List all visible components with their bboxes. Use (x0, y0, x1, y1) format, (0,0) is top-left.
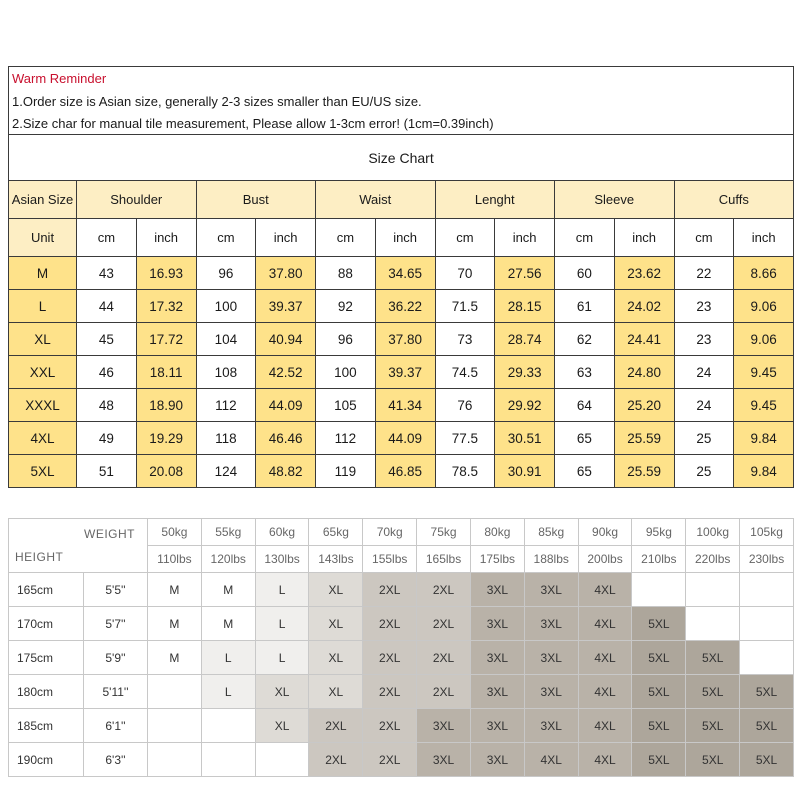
size-row (9, 323, 794, 356)
cm-value: 124 (196, 455, 256, 488)
cm-value: 118 (196, 422, 256, 455)
height-cm: 185cm (9, 709, 84, 743)
cm-value: 96 (196, 257, 256, 290)
recommended-size: 3XL (524, 573, 578, 607)
recommended-size: 4XL (578, 607, 632, 641)
size-row (9, 290, 794, 323)
size-row (9, 455, 794, 488)
recommended-size: 5XL (686, 641, 740, 675)
weight-kg: 85kg (524, 519, 578, 546)
recommended-size (686, 607, 740, 641)
height-row (9, 573, 794, 607)
inch-value: 17.32 (136, 290, 196, 323)
height-row (9, 675, 794, 709)
recommended-size: 2XL (363, 709, 417, 743)
size-chart-unit-row (9, 219, 794, 257)
inch-value: 9.45 (734, 356, 794, 389)
recommended-size: 2XL (417, 573, 471, 607)
recommended-size: M (148, 573, 202, 607)
weight-lbs: 230lbs (740, 546, 794, 573)
unit-cm: cm (674, 219, 734, 257)
unit-inch: inch (614, 219, 674, 257)
recommended-size: 5XL (632, 709, 686, 743)
weight-height-section (8, 518, 793, 790)
inch-value: 9.06 (734, 290, 794, 323)
weight-kg: 95kg (632, 519, 686, 546)
recommended-size: 5XL (632, 675, 686, 709)
cm-value: 76 (435, 389, 495, 422)
height-cm: 170cm (9, 607, 84, 641)
inch-value: 44.09 (375, 422, 435, 455)
weight-kg: 70kg (363, 519, 417, 546)
recommended-size: 5XL (686, 743, 740, 777)
cm-value: 64 (555, 389, 615, 422)
cm-value: 112 (196, 389, 256, 422)
recommended-size (740, 607, 794, 641)
cm-value: 112 (316, 422, 376, 455)
weight-height-corner (9, 519, 148, 573)
inch-value: 39.37 (256, 290, 316, 323)
inch-value: 25.59 (614, 455, 674, 488)
size-row (9, 257, 794, 290)
height-ft: 5'5'' (84, 573, 148, 607)
height-cm: 180cm (9, 675, 84, 709)
header-shoulder: Shoulder (77, 181, 197, 219)
cm-value: 48 (77, 389, 137, 422)
height-row (9, 709, 794, 743)
height-ft: 5'9'' (84, 641, 148, 675)
inch-value: 37.80 (375, 323, 435, 356)
inch-value: 48.82 (256, 455, 316, 488)
inch-value: 29.33 (495, 356, 555, 389)
recommended-size (740, 573, 794, 607)
size-cell: XXXL (9, 389, 77, 422)
recommended-size: 3XL (470, 573, 524, 607)
cm-value: 100 (316, 356, 376, 389)
cm-value: 88 (316, 257, 376, 290)
recommended-size: M (201, 607, 255, 641)
weight-kg: 75kg (417, 519, 471, 546)
size-cell: XL (9, 323, 77, 356)
cm-value: 71.5 (435, 290, 495, 323)
cm-value: 24 (674, 389, 734, 422)
recommended-size: XL (309, 675, 363, 709)
cm-value: 23 (674, 290, 734, 323)
recommended-size (148, 675, 202, 709)
inch-value: 9.84 (734, 422, 794, 455)
height-cm: 165cm (9, 573, 84, 607)
inch-value: 46.85 (375, 455, 435, 488)
recommended-size: 3XL (470, 675, 524, 709)
cm-value: 60 (555, 257, 615, 290)
size-chart-section (8, 66, 793, 494)
inch-value: 28.74 (495, 323, 555, 356)
cm-value: 104 (196, 323, 256, 356)
recommended-size: 3XL (470, 709, 524, 743)
cm-value: 46 (77, 356, 137, 389)
recommended-size (740, 641, 794, 675)
recommended-size: 2XL (417, 607, 471, 641)
inch-value: 16.93 (136, 257, 196, 290)
header-sleeve: Sleeve (555, 181, 675, 219)
cm-value: 108 (196, 356, 256, 389)
unit-inch: inch (256, 219, 316, 257)
weight-kg: 50kg (148, 519, 202, 546)
recommended-size: 3XL (470, 607, 524, 641)
cm-value: 92 (316, 290, 376, 323)
weight-lbs: 143lbs (309, 546, 363, 573)
inch-value: 36.22 (375, 290, 435, 323)
unit-cm: cm (196, 219, 256, 257)
inch-value: 34.65 (375, 257, 435, 290)
recommended-size: M (148, 607, 202, 641)
inch-value: 46.46 (256, 422, 316, 455)
unit-inch: inch (136, 219, 196, 257)
recommended-size: 2XL (309, 709, 363, 743)
unit-label: Unit (9, 219, 77, 257)
recommended-size: 3XL (524, 641, 578, 675)
recommended-size: 4XL (578, 573, 632, 607)
recommended-size (148, 709, 202, 743)
cm-value: 70 (435, 257, 495, 290)
reminder-line-1: 1.Order size is Asian size, generally 2-3 sizes smaller than EU/US size. (9, 90, 794, 112)
recommended-size: L (201, 641, 255, 675)
cm-value: 96 (316, 323, 376, 356)
unit-cm: cm (555, 219, 615, 257)
recommended-size: 5XL (632, 607, 686, 641)
inch-value: 24.41 (614, 323, 674, 356)
recommended-size: 2XL (363, 675, 417, 709)
weight-kg: 100kg (686, 519, 740, 546)
unit-inch: inch (495, 219, 555, 257)
inch-value: 44.09 (256, 389, 316, 422)
height-ft: 5'7'' (84, 607, 148, 641)
recommended-size: 3XL (470, 743, 524, 777)
cm-value: 62 (555, 323, 615, 356)
cm-value: 74.5 (435, 356, 495, 389)
recommended-size (632, 573, 686, 607)
height-ft: 6'3'' (84, 743, 148, 777)
height-label: HEIGHT (15, 550, 64, 564)
cm-value: 77.5 (435, 422, 495, 455)
height-cm: 190cm (9, 743, 84, 777)
inch-value: 40.94 (256, 323, 316, 356)
recommended-size: 2XL (309, 743, 363, 777)
recommended-size: 2XL (417, 641, 471, 675)
inch-value: 18.11 (136, 356, 196, 389)
cm-value: 43 (77, 257, 137, 290)
weight-kg: 105kg (740, 519, 794, 546)
size-chart-header-row (9, 181, 794, 219)
recommended-size (148, 743, 202, 777)
cm-value: 105 (316, 389, 376, 422)
recommended-size: 4XL (524, 743, 578, 777)
inch-value: 9.84 (734, 455, 794, 488)
recommended-size: 5XL (632, 641, 686, 675)
recommended-size: 5XL (740, 675, 794, 709)
height-cm: 175cm (9, 641, 84, 675)
inch-value: 41.34 (375, 389, 435, 422)
inch-value: 19.29 (136, 422, 196, 455)
recommended-size: L (255, 573, 309, 607)
size-row (9, 422, 794, 455)
height-ft: 6'1'' (84, 709, 148, 743)
inch-value: 9.45 (734, 389, 794, 422)
cm-value: 65 (555, 422, 615, 455)
weight-lbs: 110lbs (148, 546, 202, 573)
inch-value: 18.90 (136, 389, 196, 422)
recommended-size: 2XL (363, 743, 417, 777)
recommended-size: L (255, 607, 309, 641)
cm-value: 119 (316, 455, 376, 488)
inch-value: 23.62 (614, 257, 674, 290)
cm-value: 23 (674, 323, 734, 356)
header-lenght: Lenght (435, 181, 555, 219)
recommended-size (255, 743, 309, 777)
cm-value: 45 (77, 323, 137, 356)
cm-value: 65 (555, 455, 615, 488)
recommended-size: 2XL (363, 573, 417, 607)
size-row (9, 356, 794, 389)
recommended-size: 5XL (740, 743, 794, 777)
weight-kg: 80kg (470, 519, 524, 546)
weight-kg: 55kg (201, 519, 255, 546)
height-row (9, 607, 794, 641)
recommended-size: XL (309, 607, 363, 641)
recommended-size: 3XL (524, 675, 578, 709)
inch-value: 24.02 (614, 290, 674, 323)
cm-value: 25 (674, 455, 734, 488)
recommended-size: XL (255, 675, 309, 709)
size-cell: L (9, 290, 77, 323)
inch-value: 8.66 (734, 257, 794, 290)
header-asian-size: Asian Size (9, 181, 77, 219)
inch-value: 20.08 (136, 455, 196, 488)
recommended-size: 2XL (417, 675, 471, 709)
recommended-size: 3XL (470, 641, 524, 675)
weight-lbs: 200lbs (578, 546, 632, 573)
recommended-size: 4XL (578, 743, 632, 777)
weight-lbs: 220lbs (686, 546, 740, 573)
unit-inch: inch (734, 219, 794, 257)
recommended-size: 3XL (524, 607, 578, 641)
size-cell: M (9, 257, 77, 290)
recommended-size: M (201, 573, 255, 607)
recommended-size: XL (309, 573, 363, 607)
recommended-size (201, 743, 255, 777)
weight-lbs: 210lbs (632, 546, 686, 573)
recommended-size: 4XL (578, 641, 632, 675)
weight-kg-row (9, 519, 794, 546)
weight-lbs: 120lbs (201, 546, 255, 573)
unit-cm: cm (435, 219, 495, 257)
cm-value: 63 (555, 356, 615, 389)
size-chart-table (8, 66, 794, 488)
recommended-size: 3XL (524, 709, 578, 743)
cm-value: 100 (196, 290, 256, 323)
inch-value: 42.52 (256, 356, 316, 389)
cm-value: 25 (674, 422, 734, 455)
recommended-size: L (201, 675, 255, 709)
weight-kg: 60kg (255, 519, 309, 546)
recommended-size: 5XL (686, 675, 740, 709)
size-cell: 5XL (9, 455, 77, 488)
unit-cm: cm (316, 219, 376, 257)
weight-height-table (8, 518, 794, 777)
unit-cm: cm (77, 219, 137, 257)
inch-value: 9.06 (734, 323, 794, 356)
header-waist: Waist (316, 181, 436, 219)
recommended-size: 2XL (363, 607, 417, 641)
reminder-title: Warm Reminder (12, 71, 107, 86)
inch-value: 29.92 (495, 389, 555, 422)
weight-label: WEIGHT (84, 527, 135, 541)
recommended-size: 5XL (632, 743, 686, 777)
recommended-size (201, 709, 255, 743)
recommended-size: 4XL (578, 709, 632, 743)
recommended-size: 3XL (417, 709, 471, 743)
inch-value: 17.72 (136, 323, 196, 356)
weight-kg: 65kg (309, 519, 363, 546)
inch-value: 28.15 (495, 290, 555, 323)
size-row (9, 389, 794, 422)
cm-value: 73 (435, 323, 495, 356)
cm-value: 51 (77, 455, 137, 488)
inch-value: 24.80 (614, 356, 674, 389)
cm-value: 22 (674, 257, 734, 290)
weight-lbs: 155lbs (363, 546, 417, 573)
cm-value: 61 (555, 290, 615, 323)
header-bust: Bust (196, 181, 316, 219)
inch-value: 27.56 (495, 257, 555, 290)
recommended-size: 5XL (686, 709, 740, 743)
size-chart-title: Size Chart (9, 135, 794, 181)
recommended-size: XL (309, 641, 363, 675)
cm-value: 24 (674, 356, 734, 389)
inch-value: 25.20 (614, 389, 674, 422)
reminder-line-2: 2.Size char for manual tile measurement, Please allow 1-3cm error! (1cm=0.39inch) (9, 112, 794, 135)
recommended-size: L (255, 641, 309, 675)
recommended-size (686, 573, 740, 607)
weight-lbs: 175lbs (470, 546, 524, 573)
height-row (9, 641, 794, 675)
recommended-size: XL (255, 709, 309, 743)
inch-value: 30.51 (495, 422, 555, 455)
height-row (9, 743, 794, 777)
cm-value: 78.5 (435, 455, 495, 488)
inch-value: 39.37 (375, 356, 435, 389)
weight-kg: 90kg (578, 519, 632, 546)
cm-value: 44 (77, 290, 137, 323)
recommended-size: M (148, 641, 202, 675)
recommended-size: 3XL (417, 743, 471, 777)
size-cell: XXL (9, 356, 77, 389)
inch-value: 30.91 (495, 455, 555, 488)
height-ft: 5'11'' (84, 675, 148, 709)
weight-lbs: 188lbs (524, 546, 578, 573)
header-cuffs: Cuffs (674, 181, 794, 219)
inch-value: 37.80 (256, 257, 316, 290)
unit-inch: inch (375, 219, 435, 257)
recommended-size: 4XL (578, 675, 632, 709)
weight-lbs: 130lbs (255, 546, 309, 573)
size-cell: 4XL (9, 422, 77, 455)
reminder-title-cell (9, 67, 794, 91)
recommended-size: 2XL (363, 641, 417, 675)
inch-value: 25.59 (614, 422, 674, 455)
recommended-size: 5XL (740, 709, 794, 743)
cm-value: 49 (77, 422, 137, 455)
weight-lbs: 165lbs (417, 546, 471, 573)
